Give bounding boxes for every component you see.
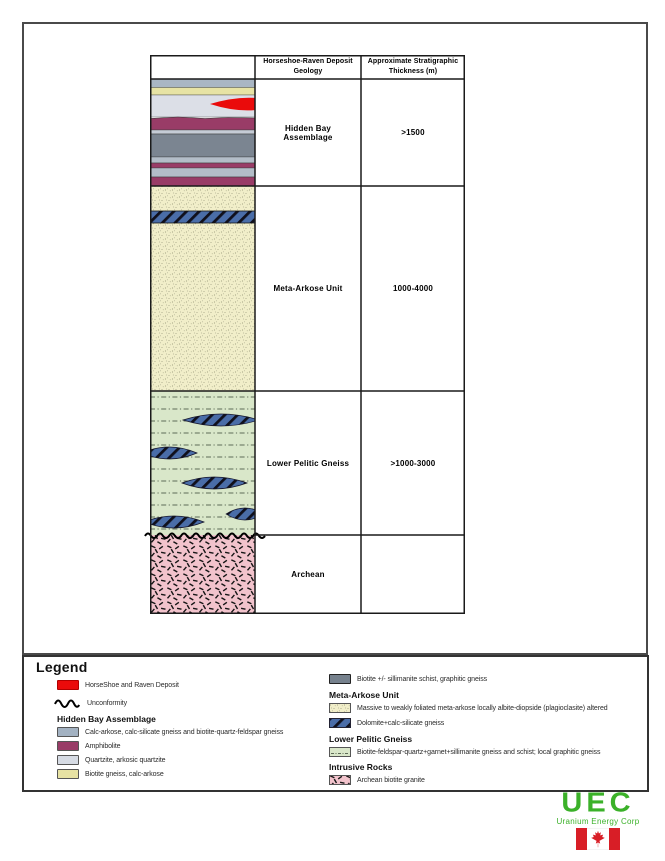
thickness-meta-arkose: 1000-4000	[392, 284, 434, 293]
uec-logo	[538, 789, 658, 855]
legend-heading-intrusive: Intrusive Rocks	[329, 762, 393, 772]
biotite-schist-swatch	[329, 674, 351, 684]
legend-item-lower-pelitic: Biotite-feldspar-quartz+garnet+sillimanite gneiss and schist; local graphitic gneiss	[329, 747, 600, 757]
col-header-geology: Horseshoe-Raven Deposit Geology	[263, 58, 353, 75]
quartzite-swatch	[57, 755, 79, 765]
uec-company-name: Uranium Energy Corp	[556, 817, 640, 826]
unit-label-lower-pelitic: Lower Pelitic Gneiss	[266, 458, 350, 468]
legend-heading-meta-arkose: Meta-Arkose Unit	[329, 690, 399, 700]
legend-item-unconformity: Unconformity	[53, 697, 127, 709]
legend-item-biotite-schist: Biotite +/- sillimanite schist, graphitic gneiss	[329, 674, 487, 684]
thickness-hidden-bay: >1500	[401, 128, 425, 137]
legend-item-archean-granite: Archean biotite granite	[329, 775, 425, 785]
biotite-gneiss-swatch	[57, 769, 79, 779]
wavy-line-icon	[53, 697, 81, 709]
legend-item-calc-arkose: Calc-arkose, calc-silicate gneiss and biotite-quartz-feldspar gneiss	[57, 727, 283, 737]
calc-arkose-swatch	[57, 727, 79, 737]
granite-swatch	[329, 775, 351, 785]
canada-flag-icon	[538, 828, 658, 855]
legend-heading-lower-pelitic: Lower Pelitic Gneiss	[329, 734, 413, 744]
legend-item-biotite-gneiss: Biotite gneiss, calc-arkose	[57, 769, 164, 779]
unit-label-archean: Archean	[291, 570, 325, 579]
deposit-swatch	[57, 680, 79, 690]
unit-label-hidden-bay: Hidden Bay Assemblage	[283, 123, 333, 142]
legend-title: Legend	[36, 659, 88, 675]
amphibolite-swatch	[57, 741, 79, 751]
legend-item-deposit: HorseShoe and Raven Deposit	[57, 680, 179, 690]
uec-logo-text: UEC	[561, 787, 635, 819]
col-header-thickness: Approximate Stratigraphic Thickness (m)	[367, 58, 459, 75]
legend-item-meta-arkose: Massive to weakly foliated meta-arkose locally albite-diopside (plagioclasite) altered	[329, 703, 608, 713]
legend-heading-hidden-bay: Hidden Bay Assemblage	[57, 714, 156, 724]
legend-item-quartzite: Quartzite, arkosic quartzite	[57, 755, 165, 765]
thickness-lower-pelitic: >1000-3000	[390, 458, 436, 468]
stipple-swatch	[329, 703, 351, 713]
green-dash-swatch	[329, 747, 351, 757]
legend-panel	[22, 655, 649, 792]
unit-label-meta-arkose: Meta-Arkose Unit	[273, 284, 343, 293]
dolomite-band	[150, 211, 255, 223]
thickness-archean	[362, 535, 464, 614]
legend-item-dolomite: Dolomite+calc-silicate gneiss	[329, 718, 444, 728]
blue-stripe-swatch	[329, 718, 351, 728]
legend-item-amphibolite: Amphibolite	[57, 741, 120, 751]
